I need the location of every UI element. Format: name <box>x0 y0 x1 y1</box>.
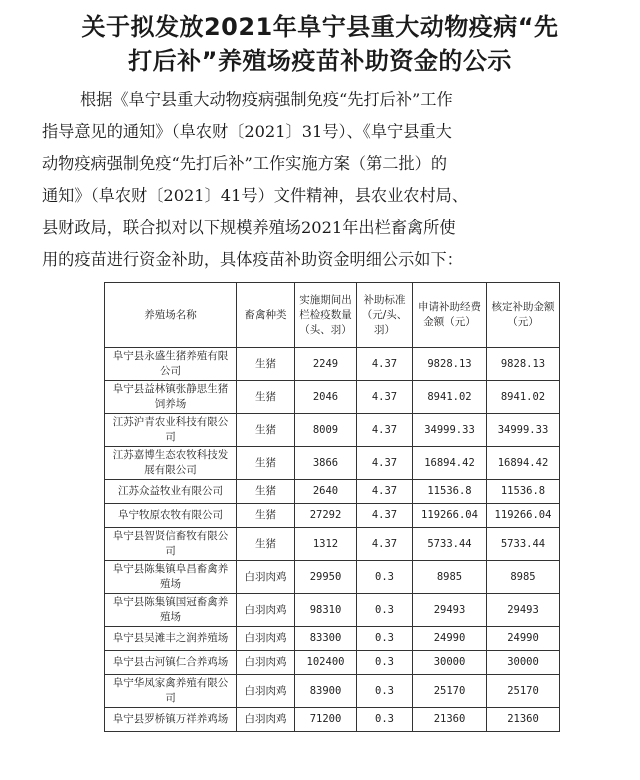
cell-livestock-type: 生猪 <box>237 504 295 528</box>
cell-livestock-type: 生猪 <box>237 447 295 480</box>
table-row <box>105 561 560 594</box>
cell-farm-name: 阜宁县陈集镇阜昌畜禽养殖场 <box>105 561 237 594</box>
cell-livestock-type: 白羽肉鸡 <box>237 651 295 675</box>
cell-livestock-type: 生猪 <box>237 381 295 414</box>
cell-quarantine-count: 29950 <box>295 561 357 594</box>
cell-livestock-type: 生猪 <box>237 528 295 561</box>
cell-approved-amount: 21360 <box>487 708 560 732</box>
header-farm-name: 养殖场名称 <box>105 283 237 348</box>
table-row <box>105 381 560 414</box>
cell-farm-name: 江苏众益牧业有限公司 <box>105 480 237 504</box>
cell-approved-amount: 5733.44 <box>487 528 560 561</box>
cell-farm-name: 阜宁县吴滩丰之润养殖场 <box>105 627 237 651</box>
cell-quarantine-count: 2046 <box>295 381 357 414</box>
cell-livestock-type: 白羽肉鸡 <box>237 708 295 732</box>
cell-farm-name: 江苏沪青农业科技有限公司 <box>105 414 237 447</box>
cell-quarantine-count: 83300 <box>295 627 357 651</box>
cell-livestock-type: 生猪 <box>237 348 295 381</box>
cell-quarantine-count: 3866 <box>295 447 357 480</box>
cell-approved-amount: 119266.04 <box>487 504 560 528</box>
cell-applied-amount: 29493 <box>413 594 487 627</box>
table-body <box>105 348 560 732</box>
cell-applied-amount: 8985 <box>413 561 487 594</box>
cell-approved-amount: 24990 <box>487 627 560 651</box>
cell-approved-amount: 30000 <box>487 651 560 675</box>
notice-title <box>30 10 610 78</box>
cell-approved-amount: 25170 <box>487 675 560 708</box>
cell-farm-name: 阜宁县古河镇仁合养鸡场 <box>105 651 237 675</box>
cell-subsidy-rate: 4.37 <box>357 348 413 381</box>
cell-applied-amount: 30000 <box>413 651 487 675</box>
cell-livestock-type: 生猪 <box>237 414 295 447</box>
header-applied-amount: 申请补助经费金额（元） <box>413 283 487 348</box>
cell-subsidy-rate: 4.37 <box>357 504 413 528</box>
cell-subsidy-rate: 0.3 <box>357 651 413 675</box>
cell-applied-amount: 34999.33 <box>413 414 487 447</box>
cell-livestock-type: 白羽肉鸡 <box>237 561 295 594</box>
cell-livestock-type: 白羽肉鸡 <box>237 627 295 651</box>
paragraph-line: 根据《阜宁县重大动物疫病强制免疫“先打后补”工作 <box>80 90 453 109</box>
cell-applied-amount: 16894.42 <box>413 447 487 480</box>
cell-applied-amount: 24990 <box>413 627 487 651</box>
table-row <box>105 627 560 651</box>
cell-quarantine-count: 71200 <box>295 708 357 732</box>
paragraph-line: 用的疫苗进行资金补助，具体疫苗补助资金明细公示如下： <box>42 250 463 269</box>
paragraph-line: 县财政局，联合拟对以下规模养殖场2021年出栏畜禽所使 <box>42 218 456 237</box>
cell-farm-name: 阜宁县罗桥镇万祥养鸡场 <box>105 708 237 732</box>
cell-quarantine-count: 102400 <box>295 651 357 675</box>
cell-farm-name: 阜宁县永盛生猪养殖有限公司 <box>105 348 237 381</box>
cell-livestock-type: 白羽肉鸡 <box>237 675 295 708</box>
notice-title-line-1: 关于拟发放2021年阜宁县重大动物疫病“先 <box>81 13 559 41</box>
cell-approved-amount: 16894.42 <box>487 447 560 480</box>
cell-applied-amount: 11536.8 <box>413 480 487 504</box>
header-livestock-type: 畜禽种类 <box>237 283 295 348</box>
cell-approved-amount: 8985 <box>487 561 560 594</box>
cell-subsidy-rate: 0.3 <box>357 561 413 594</box>
header-approved-amount: 核定补助金额（元） <box>487 283 560 348</box>
cell-quarantine-count: 98310 <box>295 594 357 627</box>
paragraph-line: 动物疫病强制免疫“先打后补”工作实施方案（第二批）的 <box>42 154 448 173</box>
table-row <box>105 675 560 708</box>
cell-quarantine-count: 2640 <box>295 480 357 504</box>
table-row <box>105 528 560 561</box>
cell-applied-amount: 5733.44 <box>413 528 487 561</box>
cell-subsidy-rate: 0.3 <box>357 708 413 732</box>
cell-farm-name: 阜宁县智贤信畜牧有限公司 <box>105 528 237 561</box>
cell-quarantine-count: 27292 <box>295 504 357 528</box>
paragraph-line: 指导意见的通知》（阜农财〔2021〕31号）、《阜宁县重大 <box>42 122 452 141</box>
cell-applied-amount: 25170 <box>413 675 487 708</box>
notice-paragraph <box>42 84 602 276</box>
cell-quarantine-count: 1312 <box>295 528 357 561</box>
cell-approved-amount: 9828.13 <box>487 348 560 381</box>
cell-subsidy-rate: 4.37 <box>357 480 413 504</box>
cell-quarantine-count: 2249 <box>295 348 357 381</box>
cell-subsidy-rate: 4.37 <box>357 528 413 561</box>
header-subsidy-rate: 补助标准（元/头、羽） <box>357 283 413 348</box>
cell-subsidy-rate: 4.37 <box>357 381 413 414</box>
table-row <box>105 594 560 627</box>
cell-subsidy-rate: 4.37 <box>357 414 413 447</box>
cell-subsidy-rate: 4.37 <box>357 447 413 480</box>
cell-subsidy-rate: 0.3 <box>357 627 413 651</box>
cell-subsidy-rate: 0.3 <box>357 675 413 708</box>
cell-farm-name: 阜宁华凤家禽养殖有限公司 <box>105 675 237 708</box>
header-quarantine-count: 实施期间出栏检疫数量（头、羽） <box>295 283 357 348</box>
cell-livestock-type: 白羽肉鸡 <box>237 594 295 627</box>
cell-farm-name: 阜宁牧原农牧有限公司 <box>105 504 237 528</box>
table-row <box>105 651 560 675</box>
table-row <box>105 348 560 381</box>
cell-applied-amount: 9828.13 <box>413 348 487 381</box>
cell-subsidy-rate: 0.3 <box>357 594 413 627</box>
table-row <box>105 708 560 732</box>
cell-farm-name: 江苏嘉博生态农牧科技发展有限公司 <box>105 447 237 480</box>
cell-livestock-type: 生猪 <box>237 480 295 504</box>
table-row <box>105 414 560 447</box>
cell-farm-name: 阜宁县陈集镇国冠畜禽养殖场 <box>105 594 237 627</box>
cell-approved-amount: 34999.33 <box>487 414 560 447</box>
cell-approved-amount: 11536.8 <box>487 480 560 504</box>
cell-quarantine-count: 83900 <box>295 675 357 708</box>
subsidy-table <box>104 282 560 732</box>
cell-farm-name: 阜宁县益林镇张静思生猪饲养场 <box>105 381 237 414</box>
cell-applied-amount: 8941.02 <box>413 381 487 414</box>
table-header-row <box>105 283 560 348</box>
cell-approved-amount: 29493 <box>487 594 560 627</box>
cell-approved-amount: 8941.02 <box>487 381 560 414</box>
cell-quarantine-count: 8009 <box>295 414 357 447</box>
table-row <box>105 480 560 504</box>
paragraph-line: 通知》（阜农财〔2021〕41号）文件精神，县农业农村局、 <box>42 186 469 205</box>
cell-applied-amount: 21360 <box>413 708 487 732</box>
cell-applied-amount: 119266.04 <box>413 504 487 528</box>
table-row <box>105 504 560 528</box>
notice-title-line-2: 打后补”养殖场疫苗补助资金的公示 <box>128 47 512 75</box>
table-row <box>105 447 560 480</box>
